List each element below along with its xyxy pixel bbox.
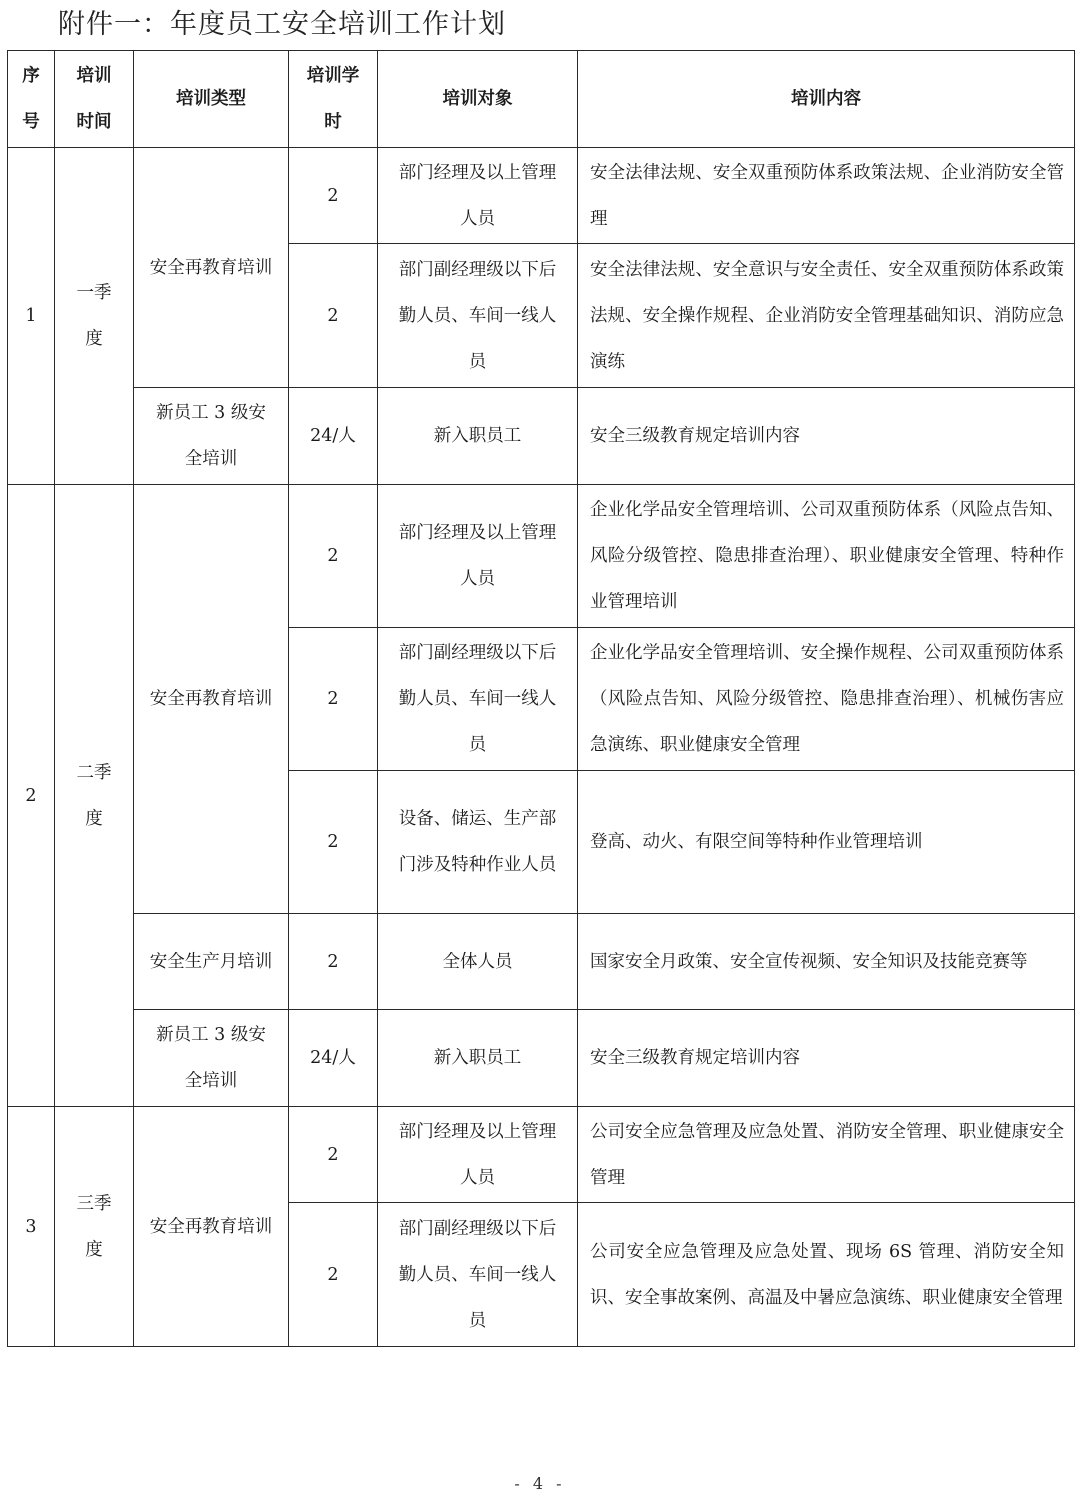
type-cell: 安全再教育培训 xyxy=(134,148,289,388)
hours-cell: 2 xyxy=(289,628,378,771)
training-plan-table xyxy=(7,50,1075,1347)
content-cell: 安全法律法规、安全意识与安全责任、安全双重预防体系政策法规、安全操作规程、企业消防安全管理基础知识、消防应急演练 xyxy=(578,244,1075,388)
time-cell: 二季度 xyxy=(55,485,134,1107)
time-cell: 一季度 xyxy=(55,148,134,485)
table-row xyxy=(8,388,1075,485)
target-cell: 部门副经理级以下后勤人员、车间一线人员 xyxy=(378,244,578,388)
target-cell: 部门经理及以上管理人员 xyxy=(378,1107,578,1203)
header-content: 培训内容 xyxy=(578,51,1075,148)
header-seq: 序号 xyxy=(8,51,55,148)
content-cell: 登高、动火、有限空间等特种作业管理培训 xyxy=(578,771,1075,914)
hours-cell: 2 xyxy=(289,244,378,388)
page-number: - 4 - xyxy=(514,1474,566,1493)
target-cell: 新入职员工 xyxy=(378,1010,578,1107)
table-header-row xyxy=(8,51,1075,148)
type-cell: 新员工 3 级安全培训 xyxy=(134,1010,289,1107)
content-cell: 企业化学品安全管理培训、公司双重预防体系（风险点告知、风险分级管控、隐患排查治理）、职业健康安全管理、特种作业管理培训 xyxy=(578,485,1075,628)
type-cell: 新员工 3 级安全培训 xyxy=(134,388,289,485)
content-cell: 安全三级教育规定培训内容 xyxy=(578,1010,1075,1107)
target-cell: 部门副经理级以下后勤人员、车间一线人员 xyxy=(378,1203,578,1347)
table-row xyxy=(8,148,1075,244)
seq-cell: 1 xyxy=(8,148,55,485)
type-cell: 安全生产月培训 xyxy=(134,914,289,1010)
content-cell: 安全三级教育规定培训内容 xyxy=(578,388,1075,485)
document-title: 附件一：年度员工安全培训工作计划 xyxy=(58,9,506,40)
content-cell: 公司安全应急管理及应急处置、消防安全管理、职业健康安全管理 xyxy=(578,1107,1075,1203)
header-target: 培训对象 xyxy=(378,51,578,148)
target-cell: 设备、储运、生产部门涉及特种作业人员 xyxy=(378,771,578,914)
target-cell: 部门经理及以上管理人员 xyxy=(378,148,578,244)
hours-cell: 2 xyxy=(289,1203,378,1347)
table-row xyxy=(8,1010,1075,1107)
hours-cell: 2 xyxy=(289,914,378,1010)
hours-cell: 2 xyxy=(289,485,378,628)
table-row xyxy=(8,1107,1075,1203)
type-cell: 安全再教育培训 xyxy=(134,485,289,914)
seq-cell: 2 xyxy=(8,485,55,1107)
target-cell: 部门经理及以上管理人员 xyxy=(378,485,578,628)
hours-cell: 24/人 xyxy=(289,388,378,485)
content-cell: 企业化学品安全管理培训、安全操作规程、公司双重预防体系（风险点告知、风险分级管控、隐患排查治理）、机械伤害应急演练、职业健康安全管理 xyxy=(578,628,1075,771)
content-cell: 安全法律法规、安全双重预防体系政策法规、企业消防安全管理 xyxy=(578,148,1075,244)
header-time: 培训时间 xyxy=(55,51,134,148)
time-cell: 三季度 xyxy=(55,1107,134,1347)
target-cell: 新入职员工 xyxy=(378,388,578,485)
header-hours: 培训学时 xyxy=(289,51,378,148)
table-row xyxy=(8,914,1075,1010)
table-row xyxy=(8,485,1075,628)
target-cell: 全体人员 xyxy=(378,914,578,1010)
hours-cell: 2 xyxy=(289,1107,378,1203)
seq-cell: 3 xyxy=(8,1107,55,1347)
header-type: 培训类型 xyxy=(134,51,289,148)
hours-cell: 2 xyxy=(289,148,378,244)
content-cell: 国家安全月政策、安全宣传视频、安全知识及技能竞赛等 xyxy=(578,914,1075,1010)
content-cell: 公司安全应急管理及应急处置、现场 6S 管理、消防安全知识、安全事故案例、高温及中暑应急演练、职业健康安全管理 xyxy=(578,1203,1075,1347)
target-cell: 部门副经理级以下后勤人员、车间一线人员 xyxy=(378,628,578,771)
hours-cell: 24/人 xyxy=(289,1010,378,1107)
hours-cell: 2 xyxy=(289,771,378,914)
type-cell: 安全再教育培训 xyxy=(134,1107,289,1347)
